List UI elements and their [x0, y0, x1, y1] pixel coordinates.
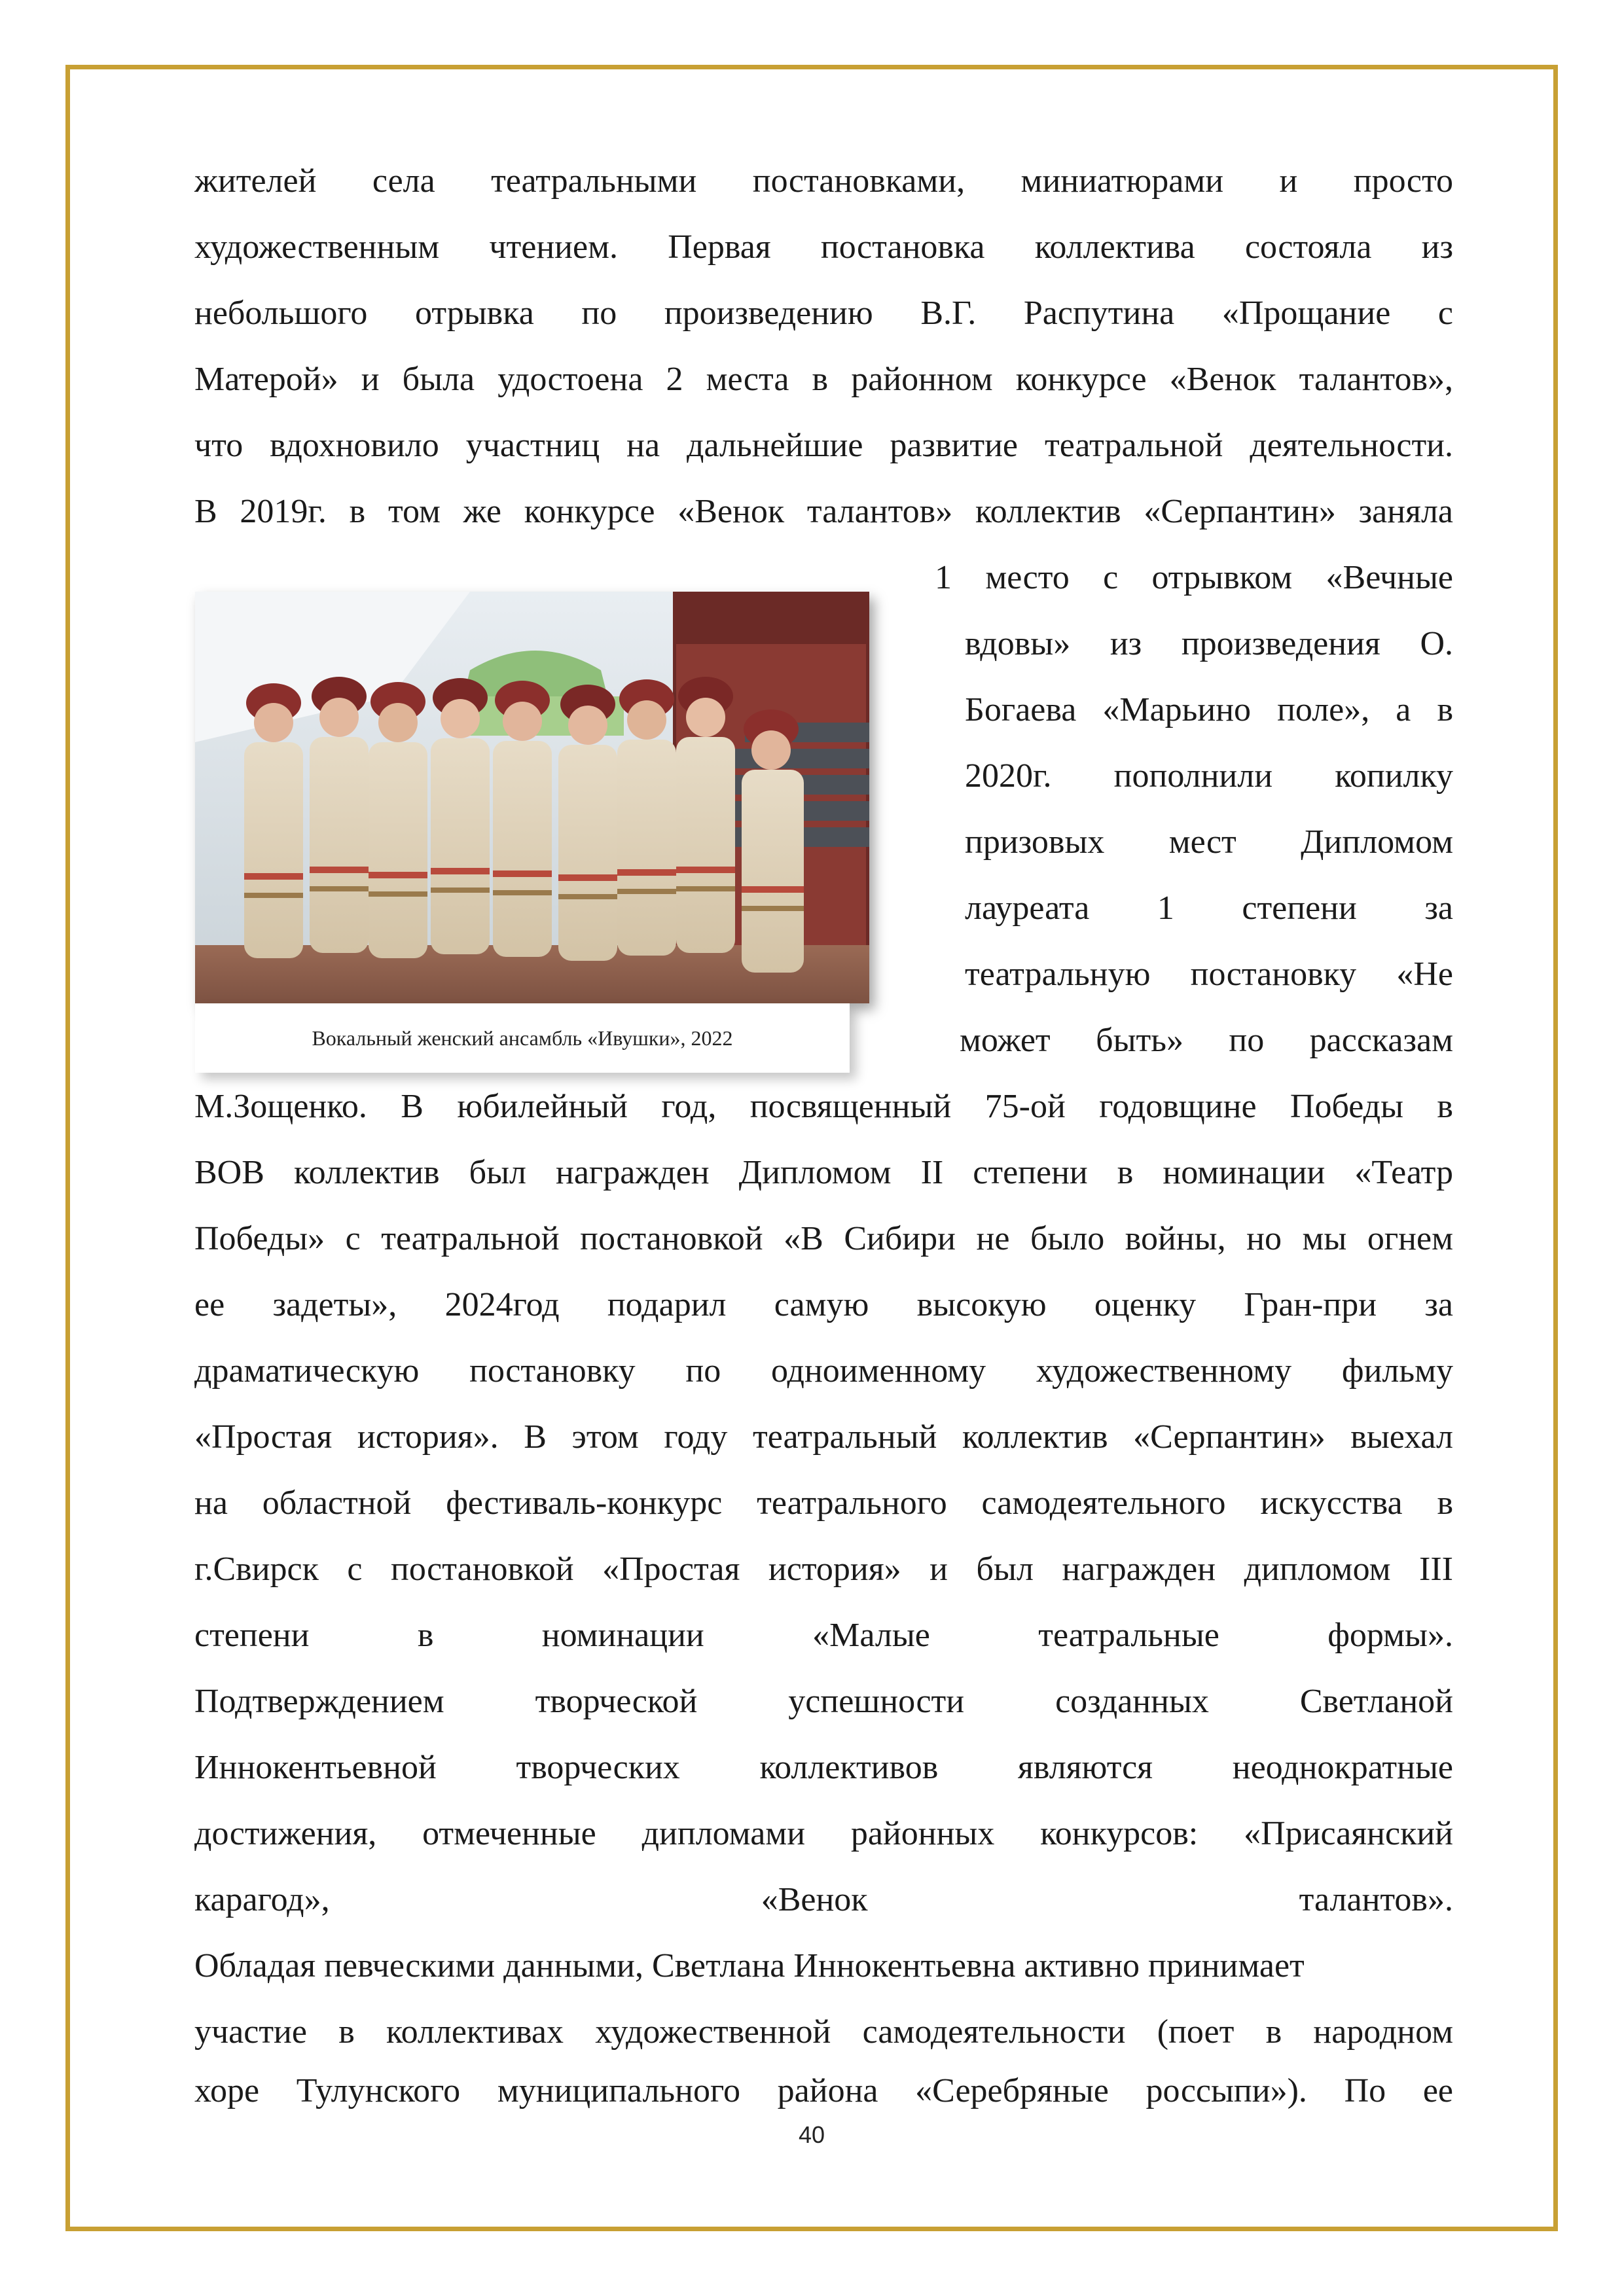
text-line: участие в коллективах художественной самодеятельности (поет в народном	[194, 2013, 1453, 2051]
text-line: 2020г. пополнили копилку	[965, 757, 1453, 795]
text-line: Обладая певческими данными, Светлана Иннокентьевна активно принимает	[194, 1947, 1305, 1984]
text-line: на областной фестиваль-конкурс театрального самодеятельного искусства в	[194, 1484, 1453, 1522]
text-line: может быть» по рассказам	[960, 1022, 1453, 1059]
text-line: театральную постановку «Не	[965, 956, 1453, 993]
text-line: что вдохновило участниц на дальнейшие развитие театральной деятельности.	[194, 427, 1453, 464]
page-number: 40	[798, 2121, 825, 2148]
text-line: карагод», «Венок талантов».	[194, 1881, 1453, 1918]
text-line: г.Свирск с постановкой «Простая история» и был награжден дипломом III	[194, 1551, 1453, 1588]
text-line: В 2019г. в том же конкурсе «Венок талантов» коллектив «Серпантин» заняла	[194, 493, 1453, 530]
text-line: Богаева «Марьино поле», а в	[965, 691, 1453, 728]
ensemble-photo-image	[195, 592, 869, 1003]
photo-caption: Вокальный женский ансамбль «Ивушки», 2022	[312, 1026, 733, 1050]
text-line: Иннокентьевной творческих коллективов являются неоднократные	[194, 1749, 1453, 1786]
text-line: хоре Тулунского муниципального района «Серебряные россыпи»). По ее	[194, 2072, 1453, 2109]
photo-caption-box	[195, 1003, 850, 1073]
text-line: «Простая история». В этом году театральный коллектив «Серпантин» выехал	[194, 1418, 1453, 1456]
text-line: степени в номинации «Малые театральные формы».	[194, 1617, 1453, 1654]
text-line: жителей села театральными постановками, миниатюрами и просто	[194, 162, 1453, 200]
text-line: ее задеты», 2024год подарил самую высокую оценку Гран-при за	[194, 1286, 1453, 1323]
ensemble-photo	[195, 592, 869, 1003]
text-line: художественным чтением. Первая постановка коллектива состояла из	[194, 228, 1453, 266]
text-line: ВОВ коллектив был награжден Дипломом II степени в номинации «Театр	[194, 1154, 1453, 1191]
text-line: вдовы» из произведения О.	[965, 625, 1453, 662]
text-line: небольшого отрывка по произведению В.Г. Распутина «Прощание с	[194, 295, 1453, 332]
text-line: 1 место с отрывком «Вечные	[935, 559, 1453, 596]
text-line: Матерой» и была удостоена 2 места в районном конкурсе «Венок талантов»,	[194, 361, 1453, 398]
text-line: Подтверждением творческой успешности созданных Светланой	[194, 1683, 1453, 1720]
text-line: лауреата 1 степени за	[965, 889, 1453, 927]
text-line: призовых мест Дипломом	[965, 823, 1453, 861]
text-line: достижения, отмеченные дипломами районных конкурсов: «Присаянский	[194, 1815, 1453, 1852]
text-line: драматическую постановку по одноименному художественному фильму	[194, 1352, 1453, 1390]
text-line: М.Зощенко. В юбилейный год, посвященный 75-ой годовщине Победы в	[194, 1088, 1453, 1125]
text-line: Победы» с театральной постановкой «В Сибири не было войны, но мы огнем	[194, 1220, 1453, 1257]
